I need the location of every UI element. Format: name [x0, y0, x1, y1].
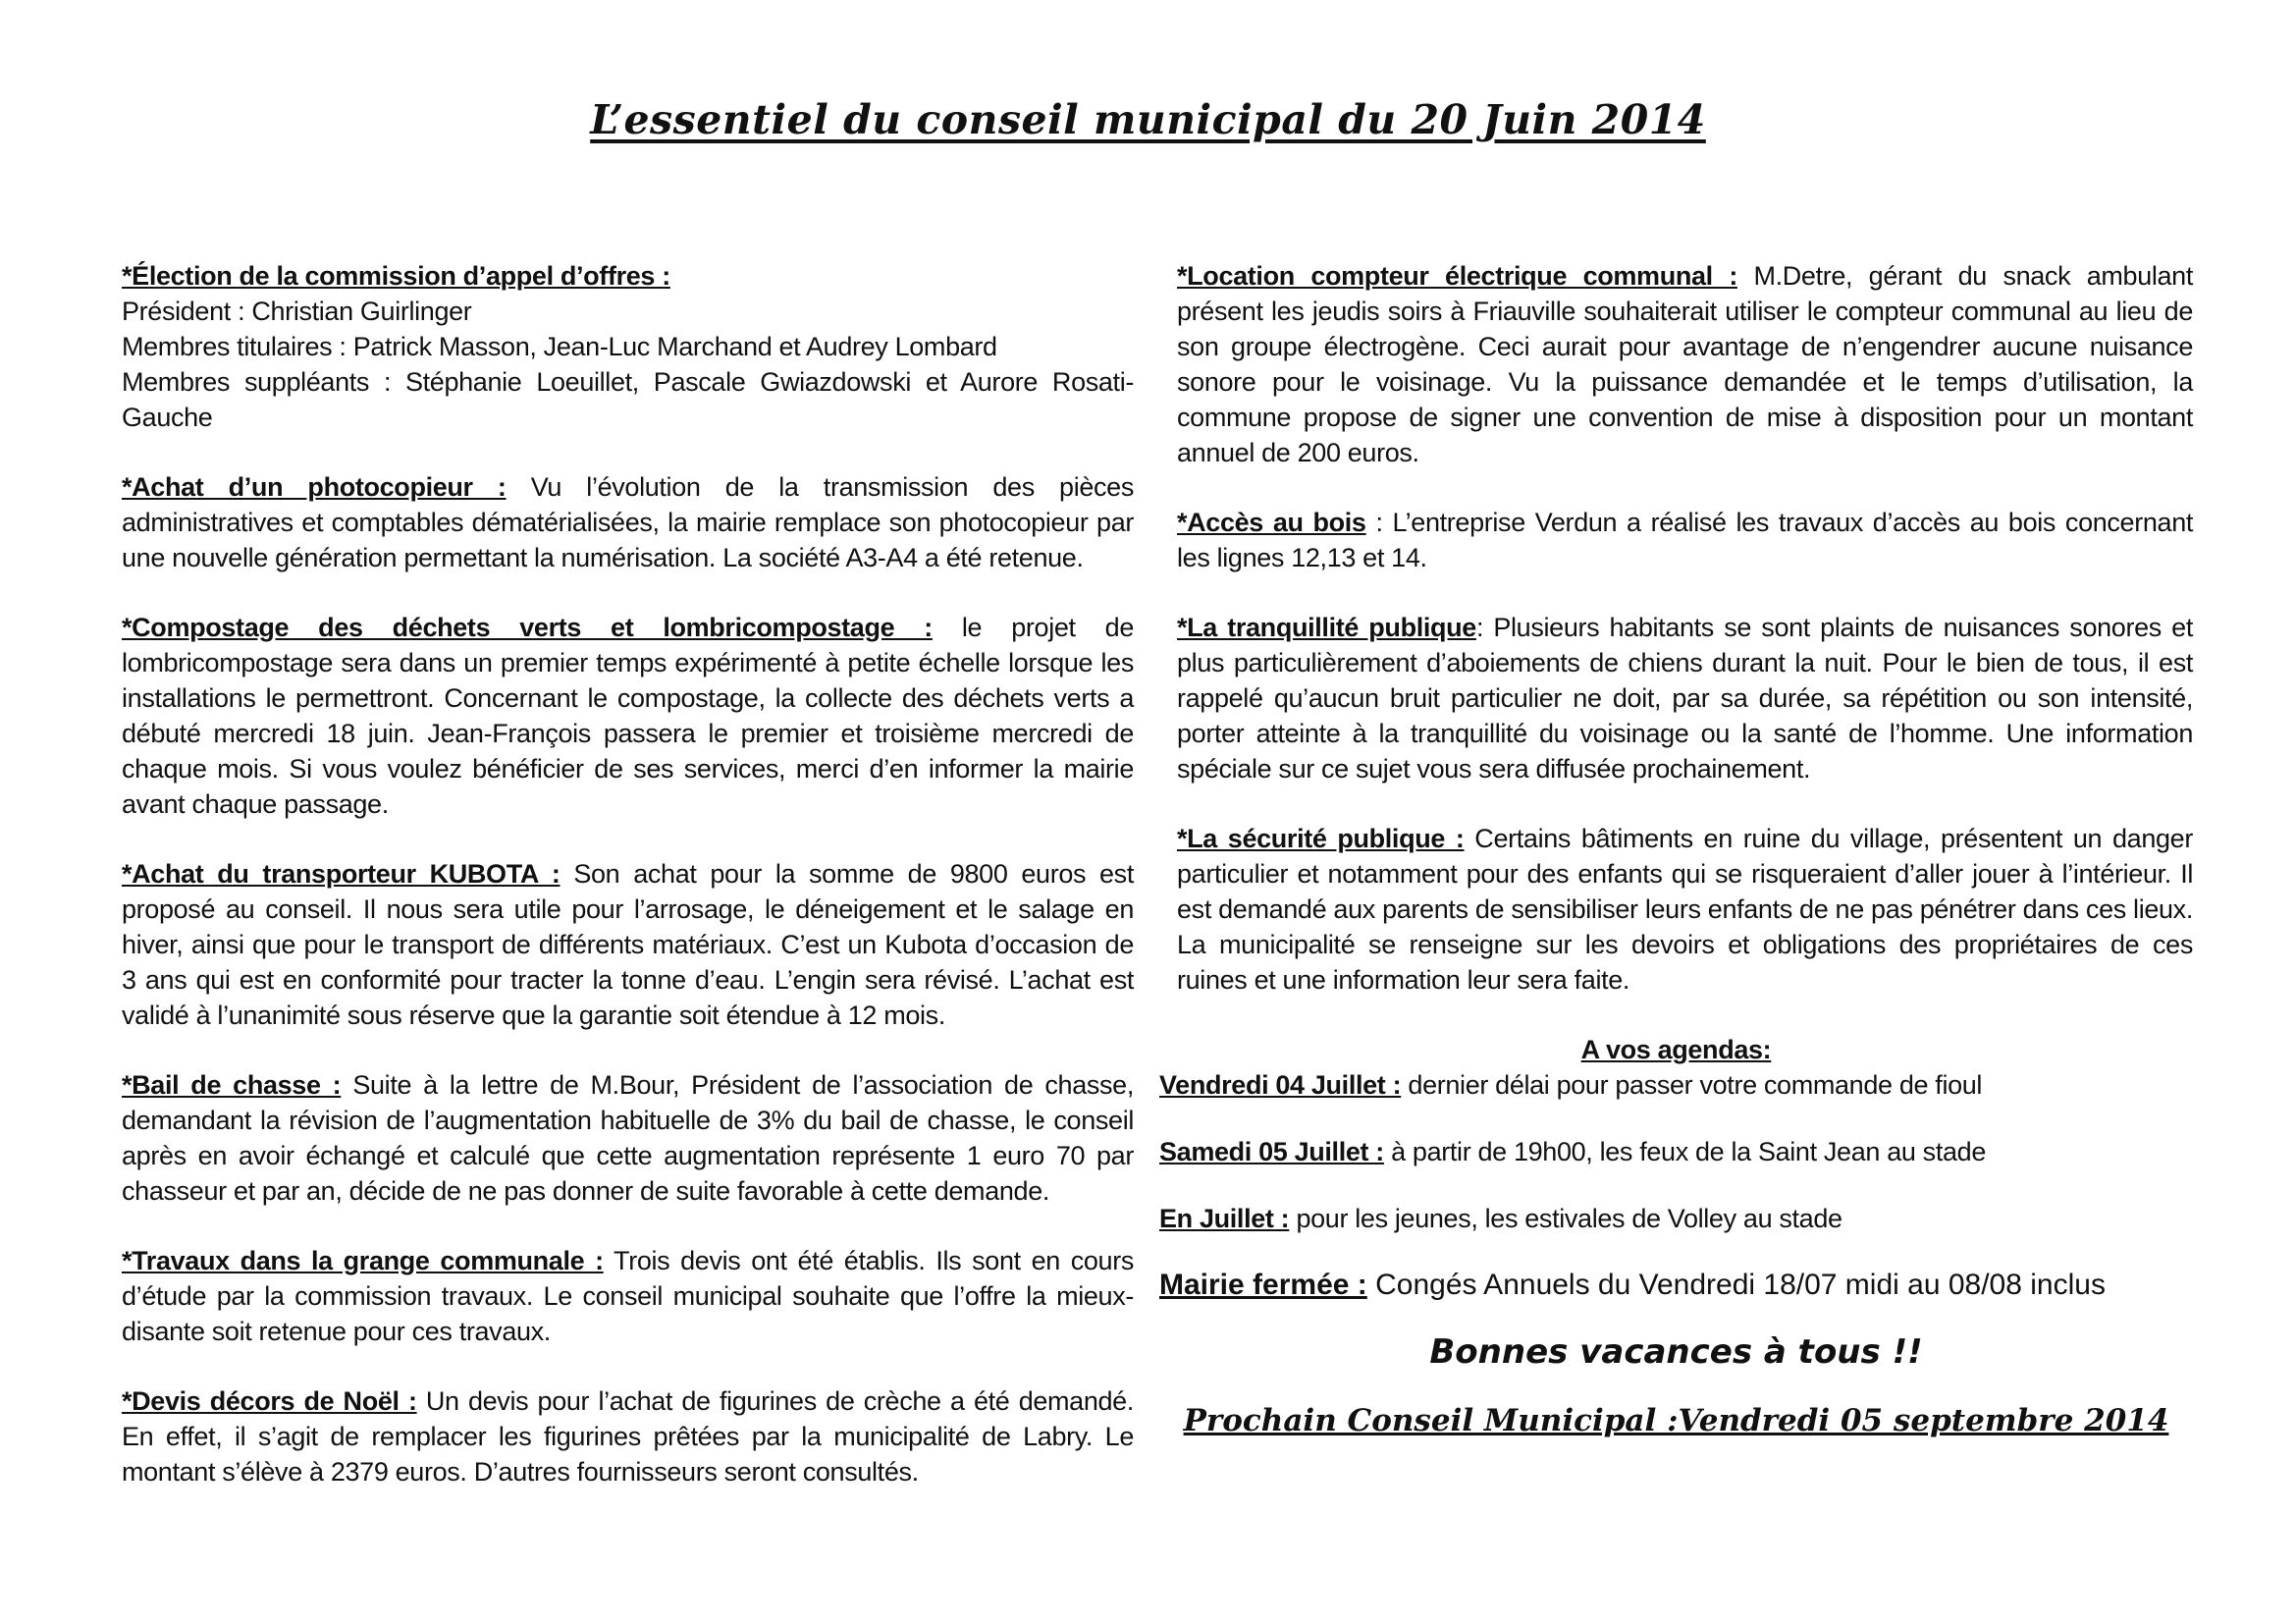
section-kubota [122, 856, 1134, 1033]
section-text: Certains bâtiments en ruine du village, présentent un danger particulier et notamment pour des enfants qui se risqueraient d’aller jouer à l’intérieur. Il est demandé aux parents de sensibiliser leurs enfants de ne pas pénétrer dans ces lieux. La municipalité se renseigne sur les devoirs et obligations des propriétaires de ces ruines et une information leur sera faite. [1177, 824, 2193, 995]
election-suppleants: Membres suppléants : Stéphanie Loeuillet, Pascale Gwiazdowski et Aurore Rosati-Gauche [122, 367, 1134, 432]
section-grange [122, 1243, 1134, 1349]
section-compostage [122, 610, 1134, 822]
agenda-item [1159, 1201, 2193, 1236]
section-heading: *La tranquillité publique [1177, 613, 1476, 642]
agenda-text: à partir de 19h00, les feux de la Saint Jean au stade [1383, 1137, 1986, 1166]
section-heading: *Location compteur électrique communal : [1177, 261, 1737, 291]
closing-message: Bonnes vacances à tous !! [1429, 1332, 1923, 1372]
right-column [1159, 258, 2193, 1438]
agenda-block [1159, 1032, 2193, 1438]
section-text: : L’entreprise Verdun a réalisé les travaux d’accès au bois concernant les lignes 12,13 et 14. [1177, 508, 2194, 572]
election-president: Président : Christian Guirlinger [122, 297, 472, 326]
left-column [122, 258, 1134, 1524]
mairie-text: Congés Annuels du Vendredi 18/07 midi au 08/08 inclus [1366, 1269, 2106, 1301]
agenda-item [1159, 1067, 2193, 1103]
section-heading: *Bail de chasse : [122, 1070, 342, 1100]
mairie-closure [1159, 1268, 2193, 1303]
agenda-date: Vendredi 04 Juillet : [1159, 1070, 1402, 1100]
section-election [122, 258, 1134, 435]
agenda-item [1159, 1134, 2193, 1169]
section-text: : Plusieurs habitants se sont plaints de nuisances sonores et plus particulièrement d’aboiements de chiens durant la nuit. Pour le bien de tous, il est rappelé qu’aucun bruit particulier ne doit, par sa durée, sa répétition ou son intensité, porter atteinte à la tranquillité du voisinage ou la santé de l’homme. Une information spéciale sur ce sujet vous sera diffusée prochainement. [1177, 613, 2193, 784]
agenda-text: pour les jeunes, les estivales de Volley au stade [1289, 1204, 1842, 1233]
section-text: le projet de lombricompostage sera dans un premier temps expérimenté à petite échelle lorsque les installations le permettront. Concernant le compostage, la collecte des déchets verts a débuté mercredi 18 juin. Jean-François passera le premier et troisième mercredi de chaque mois. Si vous voulez bénéficier de ses services, merci d’en informer la mairie avant chaque passage. [122, 613, 1134, 819]
section-heading: *Achat d’un photocopieur : [122, 472, 507, 502]
section-noel [122, 1383, 1134, 1489]
section-text: M.Detre, gérant du snack ambulant présent les jeudis soirs à Friauville souhaiterait utiliser le compteur communal au lieu de son groupe électrogène. Ceci aurait pour avantage de n’engendrer aucune nuisance sonore pour le voisinage. Vu la puissance demandée et le temps d’utilisation, la commune propose de signer une convention de mise à disposition pour un montant annuel de 200 euros. [1177, 261, 2193, 467]
section-text: Vu l’évolution de la transmission des pièces administratives et comptables dématérialisées, la mairie remplace son photocopieur par une nouvelle génération permettant la numérisation. La société A3-A4 a été retenue. [122, 472, 1134, 572]
section-heading: *Élection de la commission d’appel d’offres : [122, 261, 670, 291]
section-text: Un devis pour l’achat de figurines de crèche a été demandé. En effet, il s’agit de remplacer les figurines prêtées par la municipalité de Labry. Le montant s’élève à 2379 euros. D’autres fournisseurs seront consultés. [122, 1386, 1134, 1487]
section-heading: *La sécurité publique : [1177, 824, 1465, 853]
section-bois [1159, 505, 2193, 575]
section-heading: *Compostage des déchets verts et lombricompostage : [122, 613, 933, 642]
election-titulaires: Membres titulaires : Patrick Masson, Jean-Luc Marchand et Audrey Lombard [122, 332, 997, 361]
section-heading: *Accès au bois [1177, 508, 1366, 537]
section-text: Trois devis ont été établis. Ils sont en cours d’étude par la commission travaux. Le conseil municipal souhaite que l’offre la mieux-disante soit retenue pour ces travaux. [122, 1246, 1134, 1346]
section-photocopieur [122, 469, 1134, 575]
section-compteur [1159, 258, 2193, 470]
section-heading: *Travaux dans la grange communale : [122, 1246, 604, 1275]
section-chasse [122, 1067, 1134, 1209]
section-heading: *Achat du transporteur KUBOTA : [122, 859, 561, 889]
section-text: Son achat pour la somme de 9800 euros est proposé au conseil. Il nous sera utile pour l’arrosage, le déneigement et le salage en hiver, ainsi que pour le transport de différents matériaux. C’est un Kubota d’occasion de 3 ans qui est en conformité pour tracter la tonne d’eau. L’engin sera révisé. L’achat est validé à l’unanimité sous réserve que la garantie soit étendue à 12 mois. [122, 859, 1134, 1030]
mairie-label: Mairie fermée : [1159, 1269, 1367, 1301]
agenda-title: A vos agendas: [1580, 1035, 1772, 1064]
section-text: Suite à la lettre de M.Bour, Président de l’association de chasse, demandant la révision de l’augmentation habituelle de 3% du bail de chasse, le conseil après en avoir échangé et calculé que cette augmentation représente 1 euro 70 par chasseur et par an, décide de ne pas donner de suite favorable à cette demande. [122, 1070, 1134, 1206]
section-securite [1159, 821, 2193, 998]
page-title: L’essentiel du conseil municipal du 20 Juin 2014 [590, 96, 1706, 143]
agenda-date: Samedi 05 Juillet : [1159, 1137, 1384, 1166]
section-heading: *Devis décors de Noël : [122, 1386, 417, 1416]
section-tranquillite [1159, 610, 2193, 786]
agenda-date: En Juillet : [1159, 1204, 1290, 1233]
next-council: Prochain Conseil Municipal :Vendredi 05 septembre 2014 [1183, 1403, 2169, 1438]
agenda-text: dernier délai pour passer votre commande de fioul [1401, 1070, 1983, 1100]
